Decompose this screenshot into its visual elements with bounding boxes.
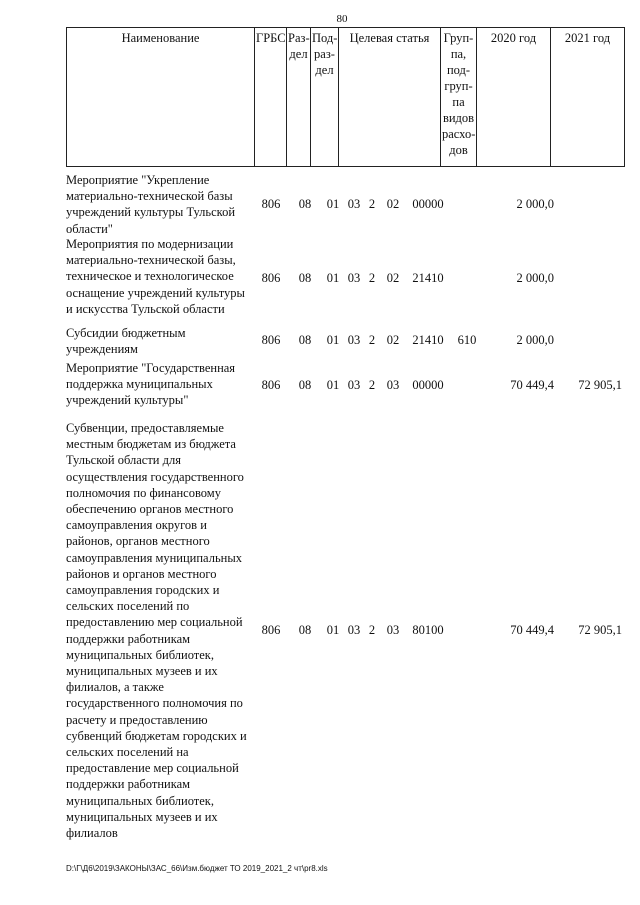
row-2-target-b: 2 [368, 271, 376, 285]
row-5-2020: 70 449,4 [510, 623, 554, 637]
row-4-target-a: 03 [347, 378, 361, 392]
row-3-name: Субсидии бюджетным учреждениям [66, 326, 186, 357]
row-2-target-c: 02 [386, 271, 400, 285]
header-target: Целевая статья [339, 28, 441, 167]
header-vr: Груп-па, под-груп-па видов расхо-дов [441, 28, 477, 167]
row-4-target-c: 03 [386, 378, 400, 392]
row-3-razdel: 08 [298, 333, 312, 347]
header-2021: 2021 год [551, 28, 625, 167]
row-1-podrazdel: 01 [326, 197, 340, 211]
page-number: 80 [336, 13, 348, 25]
row-4-target-b: 2 [368, 378, 376, 392]
row-1-name: Мероприятие "Укрепление материально-технической базы учреждений культуры Тульской области" [66, 173, 236, 236]
row-3-target-a: 03 [347, 333, 361, 347]
header-2020: 2020 год [477, 28, 551, 167]
row-3-2020: 2 000,0 [516, 333, 554, 347]
row-5-name: Субвенции, предоставляемые местным бюджетам из бюджета Тульской области для осуществления государственного полномочия по финансовому обеспечению органов местного самоуправления округов и районов, органов местного самоуправления муниципальных районов и органов местного самоуправления городских и сельских поселений по предоставлению мер социальной поддержки работникам муниципальных библиотек, муниципальных музеев и их филиалов, а также государственного полномочия по расчету и предоставлению субвенций бюджетам городских и сельских поселений на предоставление мер социальной поддержки работникам муниципальных библиотек, муниципальных музеев и их филиалов [66, 421, 247, 841]
row-5-podrazdel: 01 [326, 623, 340, 637]
row-2-grbs: 806 [261, 271, 281, 285]
row-2-name: Мероприятия по модернизации материально-технической базы, техническое и технологическое оснащение учреждений культуры и искусства Тульской области [66, 237, 245, 316]
header-razdel: Раз-дел [287, 28, 311, 167]
row-3-target-b: 2 [368, 333, 376, 347]
row-1-target-c: 02 [386, 197, 400, 211]
row-2-2020: 2 000,0 [516, 271, 554, 285]
row-2-razdel: 08 [298, 271, 312, 285]
header-name: Наименование [67, 28, 255, 167]
row-4-2021: 72 905,1 [578, 378, 622, 392]
row-4-target-d: 00000 [412, 378, 444, 392]
row-4-name: Мероприятие "Государственная поддержка муниципальных учреждений культуры" [66, 361, 236, 408]
row-2-podrazdel: 01 [326, 271, 340, 285]
row-4-2020: 70 449,4 [510, 378, 554, 392]
row-1-grbs: 806 [261, 197, 281, 211]
row-4-razdel: 08 [298, 378, 312, 392]
row-3-podrazdel: 01 [326, 333, 340, 347]
row-2-target-d: 21410 [412, 271, 444, 285]
row-2-target-a: 03 [347, 271, 361, 285]
table-header [66, 27, 625, 167]
header-grbs: ГРБС [255, 28, 287, 167]
row-3-vr: 610 [457, 333, 477, 347]
row-5-razdel: 08 [298, 623, 312, 637]
footer-file-path: D:\Г\Д6\2019\ЗАКОНЫ\ЗАС_66\Изм.бюджет ТО 2019_2021_2 чт\pr8.xls [66, 864, 328, 873]
row-1-target-a: 03 [347, 197, 361, 211]
row-5-target-c: 03 [386, 623, 400, 637]
row-3-target-d: 21410 [412, 333, 444, 347]
row-1-target-b: 2 [368, 197, 376, 211]
row-5-2021: 72 905,1 [578, 623, 622, 637]
row-5-target-a: 03 [347, 623, 361, 637]
row-3-grbs: 806 [261, 333, 281, 347]
row-4-podrazdel: 01 [326, 378, 340, 392]
row-1-2020: 2 000,0 [516, 197, 554, 211]
row-5-target-d: 80100 [412, 623, 444, 637]
row-1-razdel: 08 [298, 197, 312, 211]
row-3-target-c: 02 [386, 333, 400, 347]
row-5-target-b: 2 [368, 623, 376, 637]
row-5-grbs: 806 [261, 623, 281, 637]
row-1-target-d: 00000 [412, 197, 444, 211]
row-4-grbs: 806 [261, 378, 281, 392]
header-podrazdel: Под-раз-дел [311, 28, 339, 167]
